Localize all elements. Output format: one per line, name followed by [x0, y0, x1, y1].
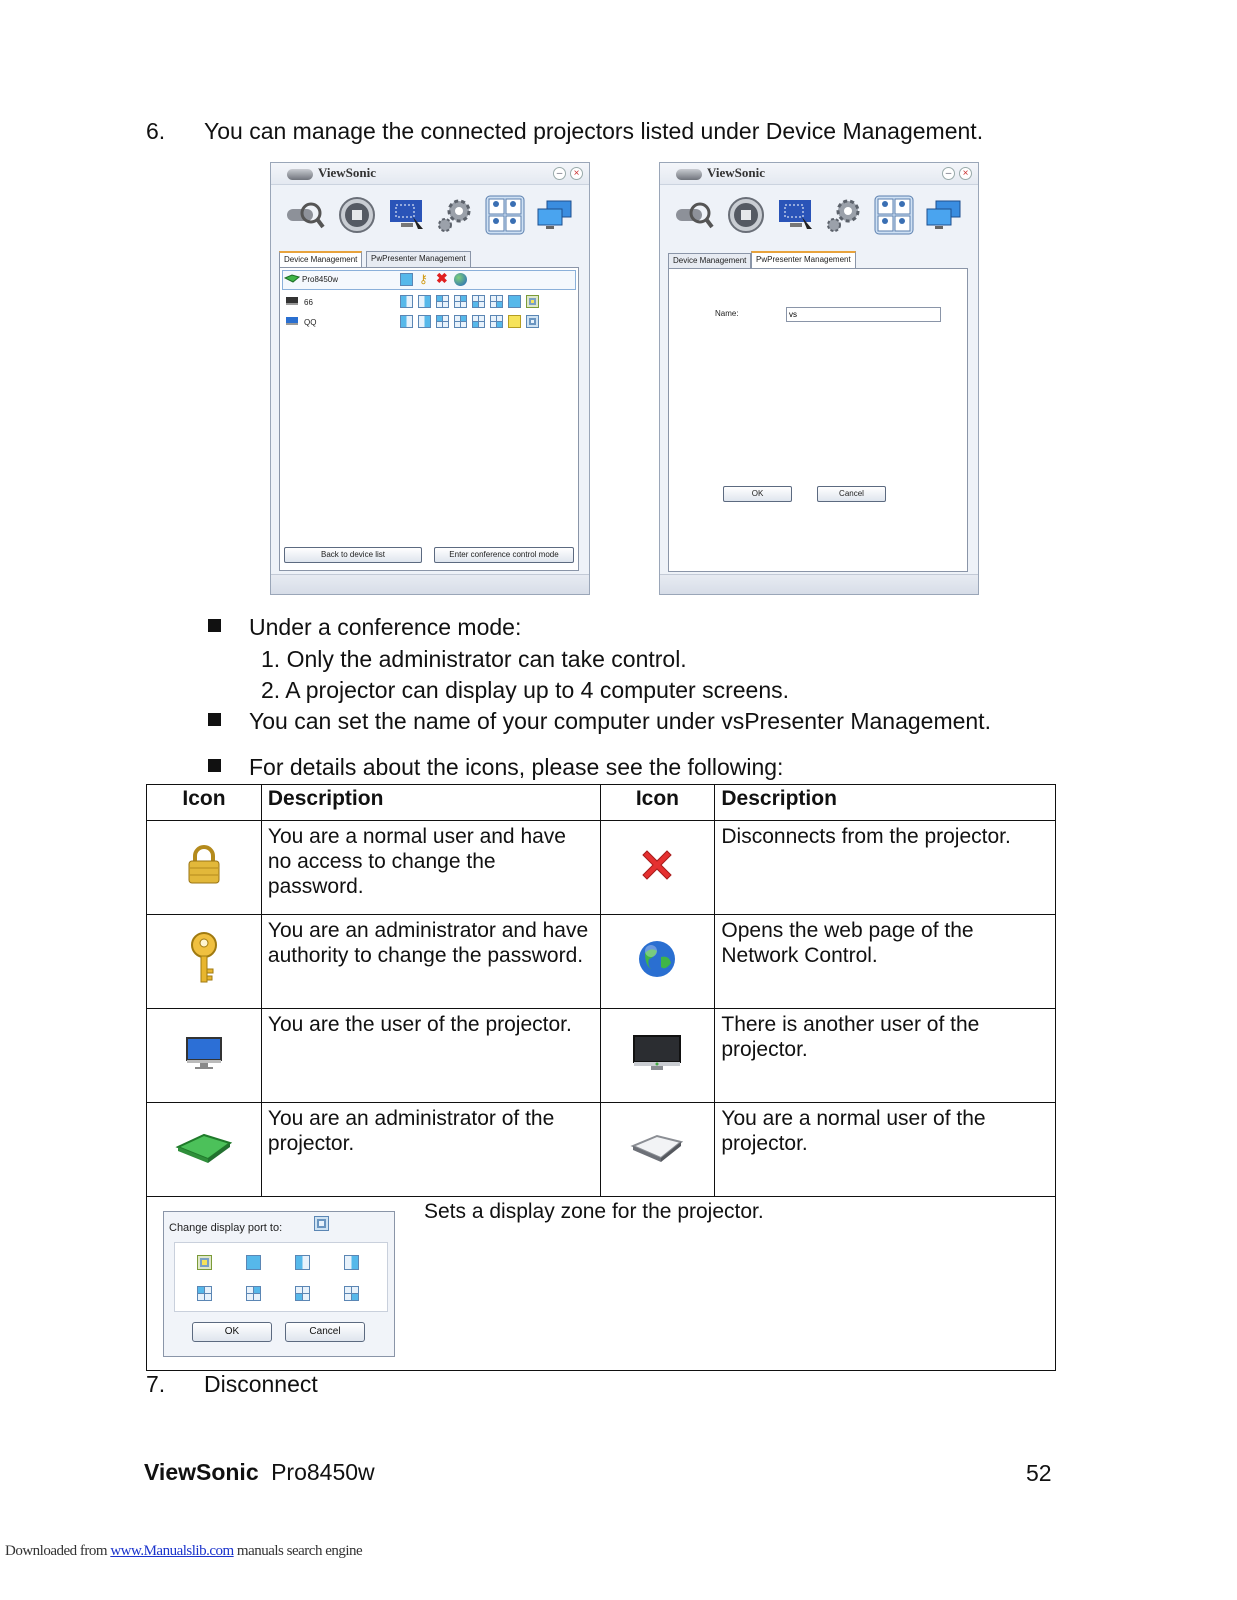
icon-cell	[600, 1103, 715, 1197]
header-description: Description	[715, 785, 1056, 821]
bullet-conference: Under a conference mode:	[249, 614, 522, 640]
device-name: 66	[304, 298, 313, 307]
cancel-button[interactable]: Cancel	[285, 1322, 365, 1342]
brand-label: ViewSonic	[707, 165, 766, 180]
zone-quad-1[interactable]	[436, 315, 449, 328]
close-icon[interactable]: ×	[570, 167, 583, 180]
presenter-management-window	[659, 162, 979, 595]
cancel-button[interactable]: Cancel	[817, 486, 886, 502]
green-projector-icon	[174, 1129, 234, 1165]
icon-cell	[147, 1103, 262, 1197]
table-row	[147, 821, 1056, 915]
viewsonic-logo	[676, 165, 765, 181]
screen-capture-icon[interactable]	[776, 195, 816, 235]
step-number: 6.	[146, 118, 166, 144]
globe-icon[interactable]	[454, 273, 467, 286]
table-row	[147, 915, 1056, 1009]
zone-left-half[interactable]	[400, 295, 413, 308]
gray-projector-icon	[629, 1130, 685, 1164]
icon-cell	[600, 1009, 715, 1103]
icon-cell	[600, 821, 715, 915]
device-name: QQ	[304, 318, 317, 327]
window-titlebar	[271, 163, 589, 185]
zone-grid	[174, 1242, 388, 1312]
dialog-title: Change display port to:	[169, 1222, 283, 1234]
ok-button[interactable]: OK	[723, 486, 792, 502]
zone-option-right[interactable]	[344, 1255, 359, 1270]
description-cell: You are the user of the projector.	[261, 1009, 600, 1103]
device-name: Pro8450w	[302, 275, 339, 284]
zone-quad-1[interactable]	[436, 295, 449, 308]
display-zone-icon[interactable]	[400, 273, 413, 286]
change-display-port-dialog	[163, 1211, 395, 1357]
zone-quad-2[interactable]	[454, 295, 467, 308]
tab-device-management[interactable]: Device Management	[279, 251, 362, 268]
name-label: Name:	[715, 309, 739, 318]
conference-users-icon[interactable]	[874, 195, 914, 235]
tab-presenter-management[interactable]: PwPresenter Management	[366, 251, 471, 267]
zone-selected[interactable]	[526, 315, 539, 328]
page-number: 52	[1026, 1460, 1052, 1486]
icon-cell	[147, 915, 262, 1009]
description-cell: You are a normal user and have no access to change the password.	[261, 821, 600, 915]
blue-monitor-icon	[286, 317, 298, 325]
status-bar	[271, 574, 589, 594]
header-icon: Icon	[147, 785, 262, 821]
network-monitors-icon[interactable]	[535, 195, 575, 235]
minimize-icon[interactable]: –	[942, 167, 955, 180]
bullet-marker	[208, 759, 221, 772]
current-zone-icon	[314, 1216, 329, 1231]
sub-item-1: 1. Only the administrator can take control.	[261, 646, 687, 672]
zone-selected[interactable]	[526, 295, 539, 308]
zone-full[interactable]	[508, 295, 521, 308]
icon-cell	[147, 821, 262, 915]
search-projector-icon[interactable]	[285, 195, 325, 235]
close-icon[interactable]: ×	[959, 167, 972, 180]
zone-quad-4[interactable]	[490, 295, 503, 308]
zone-option-full[interactable]	[246, 1255, 261, 1270]
footer-model: Pro8450w	[271, 1459, 375, 1485]
table-header-row	[147, 785, 1056, 821]
download-note	[5, 1543, 362, 1560]
table-row	[147, 1197, 1056, 1371]
zone-option-quad-3[interactable]	[295, 1286, 310, 1301]
manualslib-link[interactable]: www.Manualslib.com	[110, 1543, 234, 1559]
description-cell: You are an administrator of the projector.	[261, 1103, 600, 1197]
status-bar	[660, 574, 978, 594]
footer-product	[144, 1459, 375, 1486]
download-suffix: manuals search engine	[236, 1543, 363, 1559]
header-icon: Icon	[600, 785, 715, 821]
screen-capture-icon[interactable]	[387, 195, 427, 235]
toolbar	[271, 187, 589, 243]
key-icon[interactable]: ⚷	[419, 272, 428, 286]
zone-highlight[interactable]	[508, 315, 521, 328]
settings-gear-icon[interactable]	[824, 195, 864, 235]
icon-cell	[600, 915, 715, 1009]
dark-monitor-icon	[631, 1033, 683, 1073]
green-projector-icon	[284, 274, 300, 283]
zone-right-half[interactable]	[418, 315, 431, 328]
tab-device-management[interactable]: Device Management	[668, 253, 751, 269]
icon-table	[146, 784, 1056, 1371]
display-zone-cell	[147, 1197, 1056, 1371]
stop-icon[interactable]	[726, 195, 766, 235]
viewsonic-logo	[287, 165, 376, 181]
description-cell: Opens the web page of the Network Control.	[715, 915, 1056, 1009]
blue-monitor-icon	[184, 1035, 224, 1071]
step-text: You can manage the connected projectors listed under Device Management.	[204, 118, 984, 144]
key-icon	[184, 931, 224, 987]
zone-option-left[interactable]	[295, 1255, 310, 1270]
logo-mark-icon	[287, 169, 313, 180]
display-zone-description: Sets a display zone for the projector.	[424, 1200, 764, 1223]
bullet-details: For details about the icons, please see the following:	[249, 754, 784, 780]
footer-brand: ViewSonic	[144, 1459, 259, 1485]
description-cell: You are a normal user of the projector.	[715, 1103, 1056, 1197]
red-x-icon	[637, 845, 677, 885]
header-description: Description	[261, 785, 600, 821]
step-number: 7.	[146, 1371, 166, 1397]
description-cell: There is another user of the projector.	[715, 1009, 1056, 1103]
step-text: Disconnect	[204, 1371, 318, 1397]
zone-quad-2[interactable]	[454, 315, 467, 328]
download-prefix: Downloaded from	[5, 1543, 108, 1559]
icon-cell	[147, 1009, 262, 1103]
tab-presenter-management[interactable]: PwPresenter Management	[751, 251, 856, 268]
padlock-icon	[184, 844, 224, 886]
device-management-window	[270, 162, 590, 595]
logo-mark-icon	[676, 169, 702, 180]
zone-quad-3[interactable]	[472, 315, 485, 328]
enter-conference-mode-button[interactable]: Enter conference control mode	[434, 547, 574, 563]
description-cell: Disconnects from the projector.	[715, 821, 1056, 915]
conference-users-icon[interactable]	[485, 195, 525, 235]
table-row	[147, 1009, 1056, 1103]
network-monitors-icon[interactable]	[924, 195, 964, 235]
zone-quad-4[interactable]	[490, 315, 503, 328]
globe-icon	[637, 939, 677, 979]
zone-option-quad-4[interactable]	[344, 1286, 359, 1301]
stop-icon[interactable]	[337, 195, 377, 235]
device-list-pane	[279, 267, 579, 571]
zone-option-selected[interactable]	[197, 1255, 212, 1270]
sub-item-2: 2. A projector can display up to 4 computer screens.	[261, 677, 790, 703]
dark-monitor-icon	[286, 297, 298, 305]
brand-label: ViewSonic	[318, 165, 377, 180]
zone-option-quad-1[interactable]	[197, 1286, 212, 1301]
zone-right-half[interactable]	[418, 295, 431, 308]
minimize-icon[interactable]: –	[553, 167, 566, 180]
back-to-device-list-button[interactable]: Back to device list	[284, 547, 422, 563]
presenter-settings-pane	[668, 268, 968, 572]
search-projector-icon[interactable]	[674, 195, 714, 235]
zone-quad-3[interactable]	[472, 295, 485, 308]
zone-option-quad-2[interactable]	[246, 1286, 261, 1301]
table-row	[147, 1103, 1056, 1197]
description-cell: You are an administrator and have authority to change the password.	[261, 915, 600, 1009]
window-titlebar	[660, 163, 978, 185]
zone-left-half[interactable]	[400, 315, 413, 328]
toolbar	[660, 187, 978, 243]
bullet-marker	[208, 619, 221, 632]
name-input[interactable]	[786, 307, 941, 322]
bullet-marker	[208, 713, 221, 726]
settings-gear-icon[interactable]	[435, 195, 475, 235]
disconnect-icon[interactable]: ✖	[436, 270, 448, 286]
bullet-name: You can set the name of your computer under vsPresenter Management.	[249, 708, 991, 734]
ok-button[interactable]: OK	[192, 1322, 272, 1342]
